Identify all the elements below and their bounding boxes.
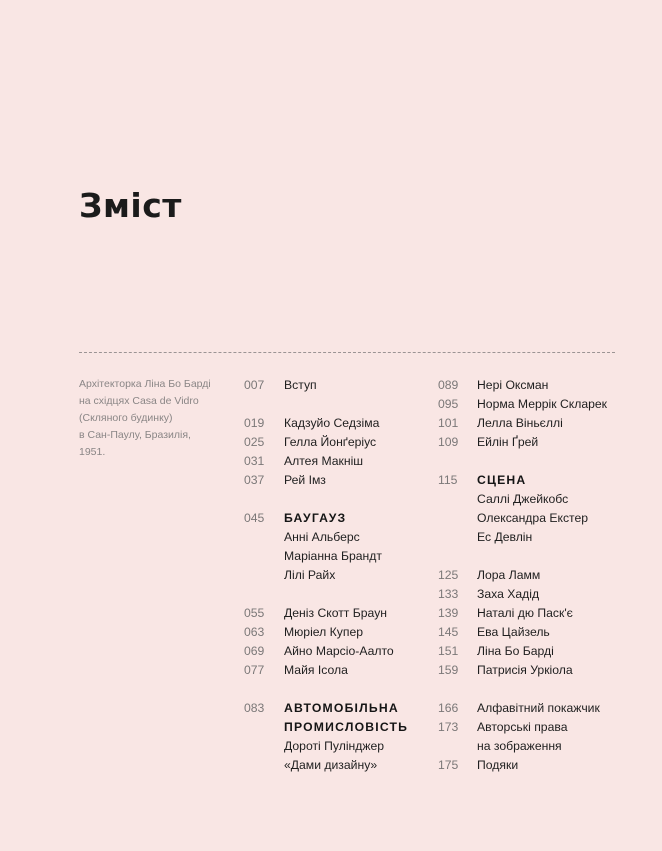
caption-line: 1951. xyxy=(79,446,106,458)
entry-title: Майя Ісола xyxy=(284,663,348,677)
entry-title: Заха Хадід xyxy=(477,587,540,601)
entry-title: Саллі Джейкобс xyxy=(477,492,569,506)
entry-title: Норма Меррік Скларек xyxy=(477,397,607,411)
page-number: 025 xyxy=(244,435,265,449)
entry-title: на зображення xyxy=(477,739,562,753)
page-number: 007 xyxy=(244,378,265,392)
page-number: 031 xyxy=(244,454,265,468)
page-number: 055 xyxy=(244,606,265,620)
entry-title: Анні Альберс xyxy=(284,530,360,544)
entry-title: Вступ xyxy=(284,378,317,392)
entry-title: Подяки xyxy=(477,758,519,772)
page-number: 175 xyxy=(438,758,459,772)
section-heading: ПРОМИСЛОВІСТЬ xyxy=(284,720,409,734)
page-number: 063 xyxy=(244,625,265,639)
entry-title: Авторські права xyxy=(477,720,568,734)
page-number: 159 xyxy=(438,663,459,677)
entry-title: Ліна Бо Барді xyxy=(477,644,554,658)
entry-title: Алфавітний покажчик xyxy=(477,701,600,715)
entry-title: Ес Девлін xyxy=(477,530,533,544)
photo-caption xyxy=(79,376,209,461)
entry-title: «Дами дизайну» xyxy=(284,758,378,772)
page-number: 019 xyxy=(244,416,265,430)
entry-title: Лора Ламм xyxy=(477,568,541,582)
entry-title: Айно Марсіо-Аалто xyxy=(284,644,394,658)
entry-title: Гелла Йонґеріус xyxy=(284,435,377,449)
caption-line: (Скляного будинку) xyxy=(79,412,173,424)
entry-title: Наталі дю Паск'є xyxy=(477,606,573,620)
caption-line: Архітекторка Ліна Бо Барді xyxy=(79,378,211,390)
section-heading: АВТОМОБІЛЬНА xyxy=(284,701,399,715)
page-number: 037 xyxy=(244,473,265,487)
entry-title: Деніз Скотт Браун xyxy=(284,606,388,620)
entry-title: Ева Цайзель xyxy=(477,625,550,639)
entry-title: Ейлін Ґрей xyxy=(477,435,539,449)
page-number: 145 xyxy=(438,625,459,639)
page-number: 077 xyxy=(244,663,265,677)
page-number: 151 xyxy=(438,644,459,658)
page-number: 139 xyxy=(438,606,459,620)
page-number: 166 xyxy=(438,701,459,715)
entry-title: Нері Оксман xyxy=(477,378,549,392)
caption-line: на східцях Casa de Vidro xyxy=(79,395,199,407)
entry-title: Лілі Райх xyxy=(284,568,336,582)
page-number: 101 xyxy=(438,416,459,430)
entry-title: Патрисія Уркіола xyxy=(477,663,573,677)
dashed-divider xyxy=(79,352,615,353)
page-number: 133 xyxy=(438,587,459,601)
section-heading: БАУГАУЗ xyxy=(284,511,347,525)
entry-title: Дороті Пулінджер xyxy=(284,739,385,753)
section-heading: СЦЕНА xyxy=(477,473,527,487)
entry-title: Алтея Макніш xyxy=(284,454,364,468)
entry-title: Лелла Віньєллі xyxy=(477,416,563,430)
page-number: 109 xyxy=(438,435,459,449)
page-number: 083 xyxy=(244,701,265,715)
entry-title: Олександра Екстер xyxy=(477,511,589,525)
page-number: 045 xyxy=(244,511,265,525)
page-number: 089 xyxy=(438,378,459,392)
entry-title: Мюріел Купер xyxy=(284,625,363,639)
page-number: 125 xyxy=(438,568,459,582)
page-number: 173 xyxy=(438,720,459,734)
page-title: Зміст xyxy=(79,186,182,225)
caption-line: в Сан-Паулу, Бразилія, xyxy=(79,429,191,441)
page-number: 115 xyxy=(438,473,458,487)
entry-title: Кадзуйо Седзіма xyxy=(284,416,380,430)
entry-title: Маріанна Брандт xyxy=(284,549,382,563)
page-number: 069 xyxy=(244,644,265,658)
entry-title: Рей Імз xyxy=(284,473,326,487)
page-number: 095 xyxy=(438,397,459,411)
